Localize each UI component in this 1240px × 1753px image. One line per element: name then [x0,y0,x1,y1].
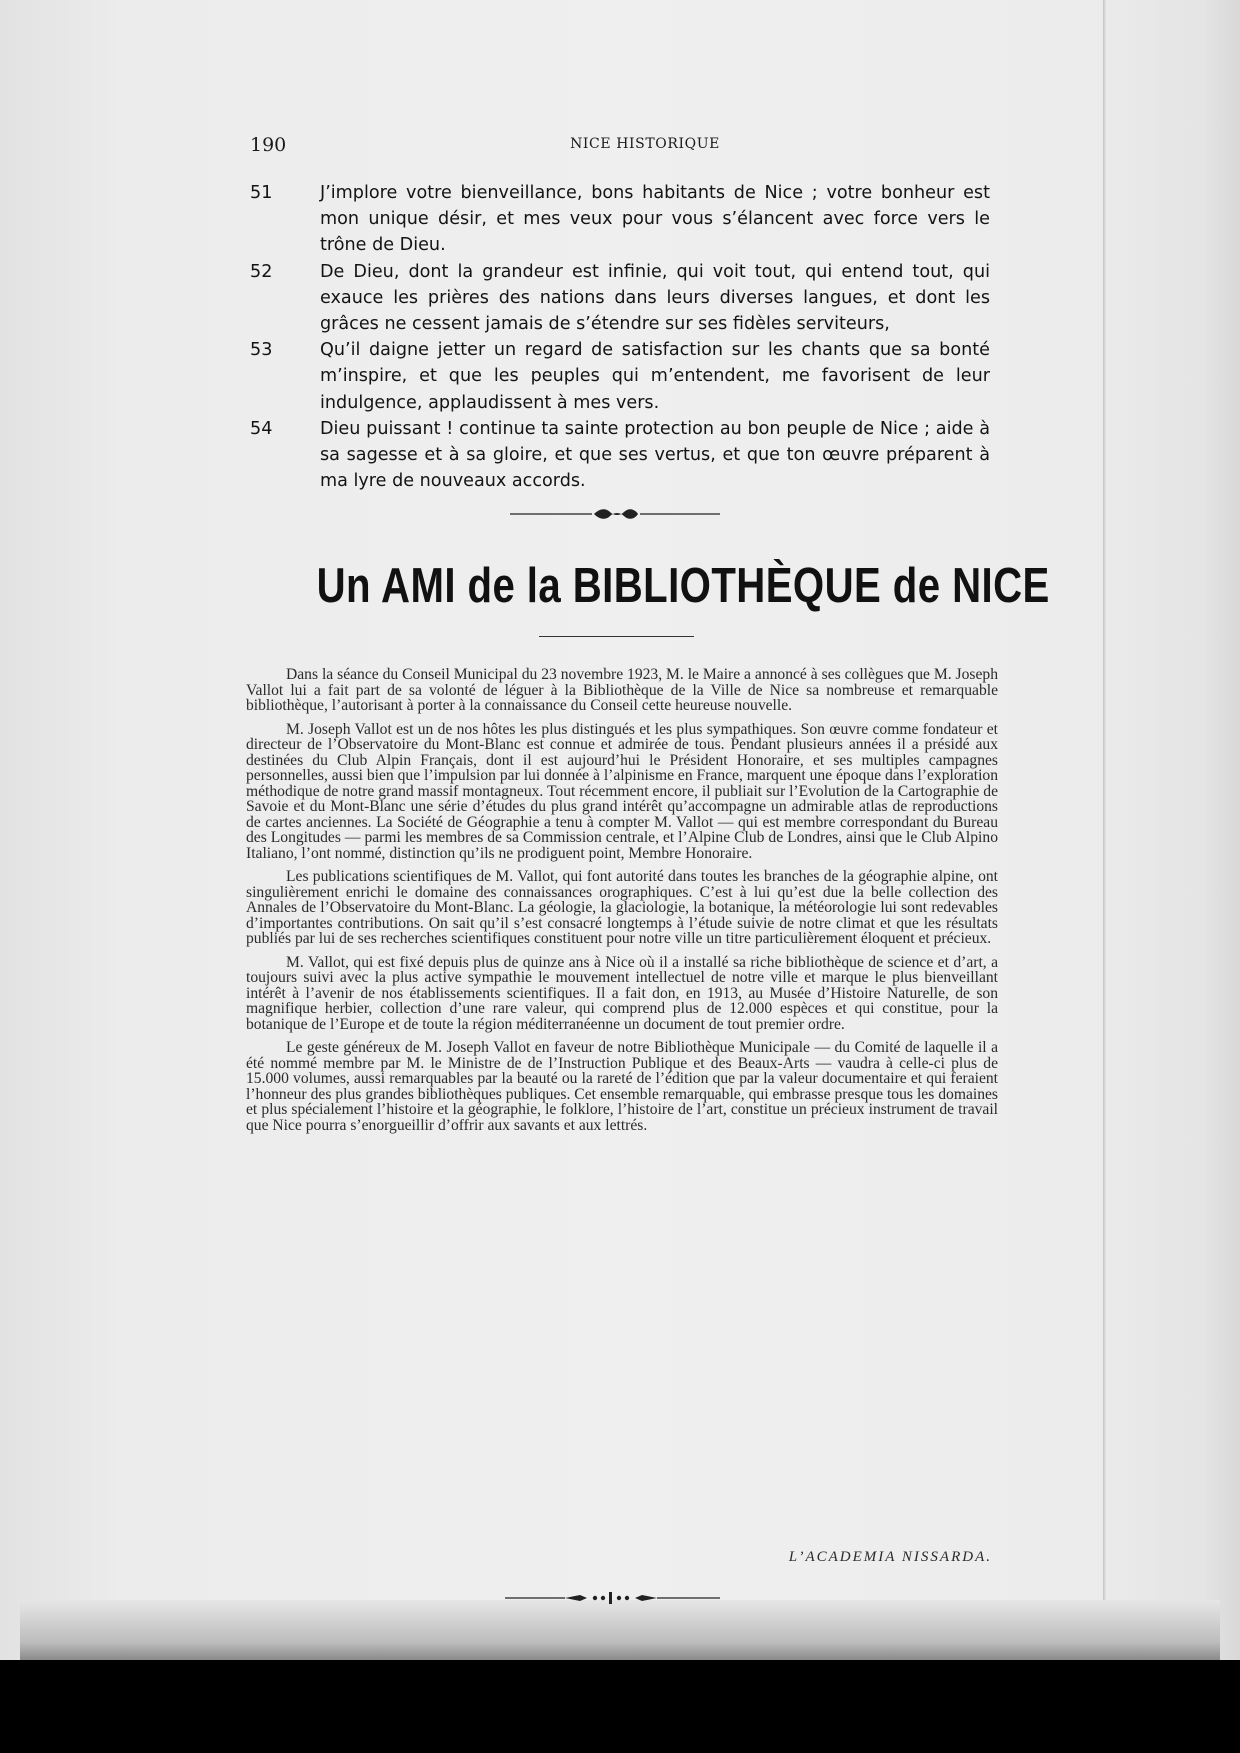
paper-edge [1103,0,1106,1600]
running-title: NICE HISTORIQUE [570,136,720,152]
page-number: 190 [250,134,287,156]
verse [250,180,990,259]
signature: L’ACADEMIA NISSARDA. [788,1549,992,1565]
verse-text: Dieu puissant ! continue ta sainte protection au bon peuple de Nice ; aide à sa sagesse et à sa gloire, et que ses vertus, et que ton œuvre préparent à ma lyre de nouveaux accords. [320,418,990,492]
title-rule [539,636,694,637]
ornament-end [505,1591,720,1605]
article-paragraph: Les publications scientifiques de M. Vallot, qui font autorité dans toutes les branches de la géographie alpine, ont singulièrement enrichi le domaine des connaissances orographiques. C’est à lui qu’est due la belle collection des Annales de l’Observatoire du Mont-Blanc. La géologie, la glaciologie, la botanique, la météorologie lui sont redevables d’importantes contributions. On sait qu’il s’est consacré longtemps à l’étude suivie de notre climat et que les résultats publiés par lui de ses recherches scientifiques constituent pour notre ville un titre particulièrement éloquent et précieux. [246,868,998,947]
article-body [246,667,998,1141]
verse [250,259,990,338]
verse-number: 54 [250,418,273,439]
article-title: Un AMI de la BIBLIOTHÈQUE de NICE [316,559,1050,613]
article-paragraph: Le geste généreux de M. Joseph Vallot en faveur de notre Bibliothèque Municipale — du Comité de laquelle il a été nommé membre par M. le Ministre de de l’Instruction Publique et des Beaux-Arts — vaudra à celle-ci plus de 15.000 volumes, aussi remarquables par la beauté ou la rareté de l’édition que par la valeur documentaire et qui feraient l’honneur des plus grandes bibliothèques publiques. Cet ensemble remarquable, qui embrasse presque tous les domaines et plus spécialement l’histoire et la géographie, le folklore, l’histoire de l’art, constitue un précieux instrument de travail que Nice pourra s’enorgueillir d’offrir aux savants et aux lettrés. [246,1039,998,1134]
verse-text: De Dieu, dont la grandeur est infinie, qui voit tout, qui entend tout, qui exauce les prières des nations dans leurs diverses langues, et dont les grâces ne cessent jamais de s’étendre sur ses fidèles serviteurs, [320,261,990,335]
ornament-divider [510,507,720,521]
running-head [250,134,1040,158]
article-paragraph: M. Joseph Vallot est un de nos hôtes les plus distingués et les plus sympathiques. Son œuvre comme fondateur et directeur de l’Observatoire du Mont-Blanc est connue et admirée de tous. Pendant plusieurs années il a présidé aux destinées du Club Alpin Français, dont il est aujourd’hui le Président Honoraire, et ses multiples campagnes personnelles, aussi bien que l’impulsion par lui donnée à l’alpinisme en France, marquent une époque dans l’exploration méthodique de notre grand massif montagneux. Tout récemment encore, il publiait sur l’Evolution de la Cartographie de Savoie et du Mont-Blanc une série d’études du plus grand intérêt qu’accompagne un admirable atlas de reproductions de cartes anciennes. La Société de Géographie a tenu à compter M. Vallot — qui est membre correspondant du Bureau des Longitudes — parmi les membres de sa Commission centrale, et l’Alpine Club de Londres, ainsi que le Club Alpino Italiano, l’ont nommé, distinction qu’ils ne prodiguent point, Membre Honoraire. [246,720,998,862]
article-paragraph: M. Vallot, qui est fixé depuis plus de quinze ans à Nice où il a installé sa riche bibliothèque de science et d’art, a toujours suivi avec la plus active sympathie le mouvement intellectuel de notre ville et marque le plus bienveillant intérêt à l’avenir de nos établissements scientifiques. Il a fait don, en 1913, au Musée d’Histoire Naturelle, de son magnifique herbier, collection d’une rare valeur, qui comprend plus de 12.000 espèces et qui constitue, pour la botanique de l’Europe et de toute la région méditerranéenne un document de tout premier ordre. [246,953,998,1033]
verse-text: Qu’il daigne jetter un regard de satisfaction sur les chants que sa bonté m’inspire, et que les peuples qui m’entendent, me favorisent de leur indulgence, applaudissent à mes vers. [320,340,990,413]
verse-number: 52 [250,261,273,282]
paper-fold [20,1600,1220,1660]
verse-list [250,180,990,494]
verse-text: J’implore votre bienveillance, bons habitants de Nice ; votre bonheur est mon unique désir, et mes veux pour vous s’élancent avec force vers le trône de Dieu. [320,183,990,256]
verse [250,337,990,416]
verse [250,416,990,495]
article-paragraph: Dans la séance du Conseil Municipal du 23 novembre 1923, M. le Maire a annoncé à ses collègues que M. Joseph Vallot lui a fait part de sa volonté de léguer à la Bibliothèque de la Ville de Nice sa nombreuse et remarquable bibliothèque, l’autorisant à porter à la connaissance du Conseil cette heureuse nouvelle. [246,666,998,714]
verse-number: 51 [250,183,273,203]
verse-number: 53 [250,340,273,361]
